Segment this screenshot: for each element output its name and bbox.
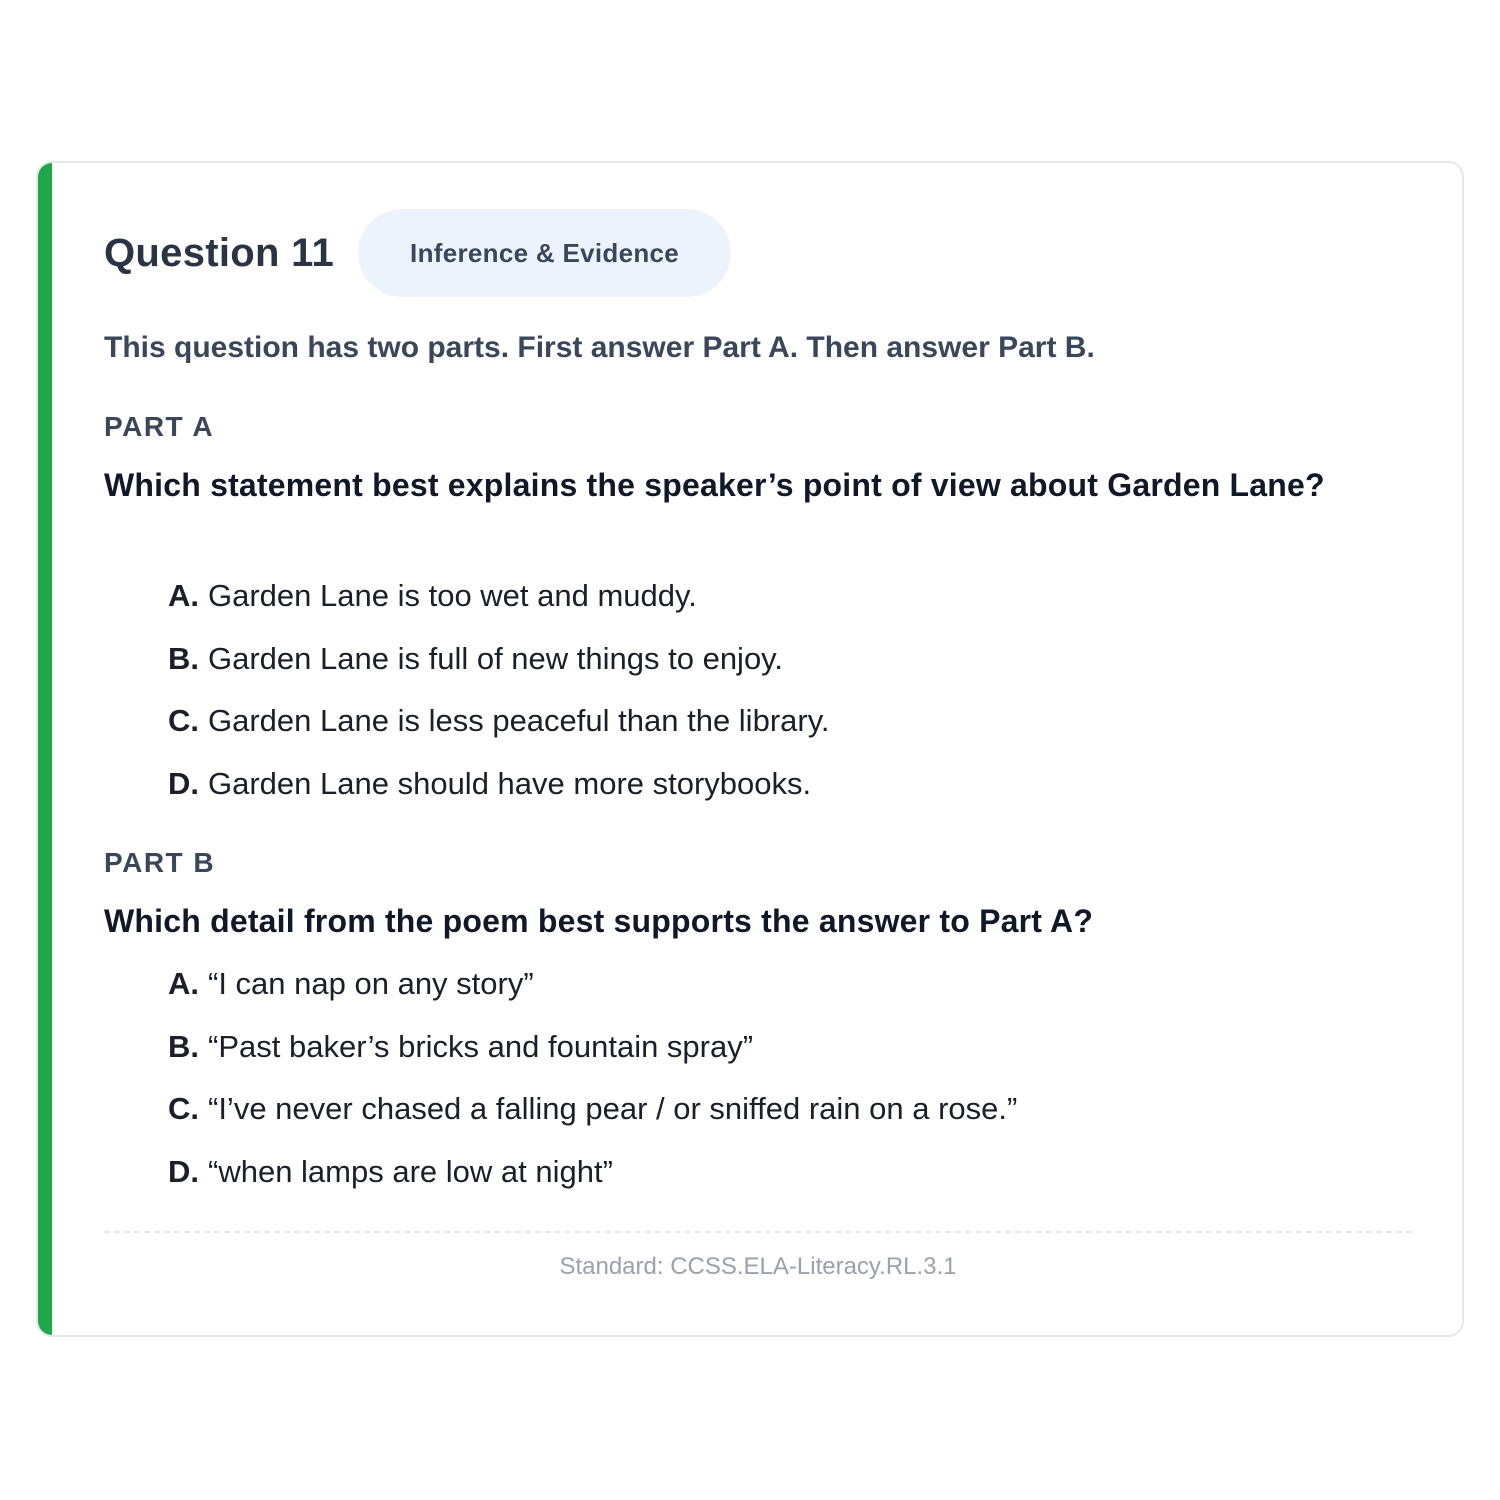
part-b-question: Which detail from the poem best supports the answer to Part A?	[104, 903, 1094, 939]
choice-text: Garden Lane is full of new things to enjoy.	[208, 640, 783, 676]
part-a-choice-b[interactable]	[168, 628, 830, 691]
standard-label: Standard: CCSS.ELA-Literacy.RL.3.1	[559, 1253, 957, 1280]
choice-letter: B.	[168, 1028, 199, 1064]
part-a-choice-a[interactable]	[168, 565, 830, 628]
question-card	[36, 161, 1464, 1337]
part-b-choice-b[interactable]	[168, 1016, 1017, 1079]
part-b-choice-c[interactable]	[168, 1078, 1017, 1141]
accent-bar	[38, 163, 52, 1335]
choice-text: Garden Lane is too wet and muddy.	[208, 578, 697, 614]
choice-letter: B.	[168, 640, 199, 676]
part-a-choice-c[interactable]	[168, 690, 830, 753]
skill-tag: Inference & Evidence	[358, 209, 731, 297]
choice-text: “I’ve never chased a falling pear / or sniffed rain on a rose.”	[208, 1091, 1018, 1127]
part-b-choice-a[interactable]	[168, 953, 1017, 1016]
part-b-label: PART B	[104, 847, 216, 878]
part-a-choice-d[interactable]	[168, 753, 830, 816]
choice-text: “Past baker’s bricks and fountain spray”	[208, 1028, 754, 1064]
choice-text: Garden Lane should have more storybooks.	[208, 765, 812, 801]
part-a-question: Which statement best explains the speaker’s point of view about Garden Lane?	[104, 467, 1325, 503]
part-a-label: PART A	[104, 411, 215, 442]
choice-letter: D.	[168, 765, 199, 801]
question-title: Question 11	[104, 230, 335, 275]
choice-letter: D.	[168, 1153, 199, 1189]
choice-text: Garden Lane is less peaceful than the library.	[208, 703, 830, 739]
choice-letter: C.	[168, 1091, 199, 1127]
choice-text: “I can nap on any story”	[208, 966, 534, 1002]
part-b-choices	[168, 953, 1017, 1203]
question-header	[104, 209, 731, 297]
footer-divider	[104, 1231, 1412, 1233]
choice-letter: C.	[168, 703, 199, 739]
choice-letter: A.	[168, 578, 199, 614]
choice-letter: A.	[168, 966, 199, 1002]
part-a-choices	[168, 565, 830, 815]
choice-text: “when lamps are low at night”	[208, 1153, 613, 1189]
part-b-choice-d[interactable]	[168, 1141, 1017, 1204]
question-instructions: This question has two parts. First answer Part A. Then answer Part B.	[104, 331, 1095, 364]
